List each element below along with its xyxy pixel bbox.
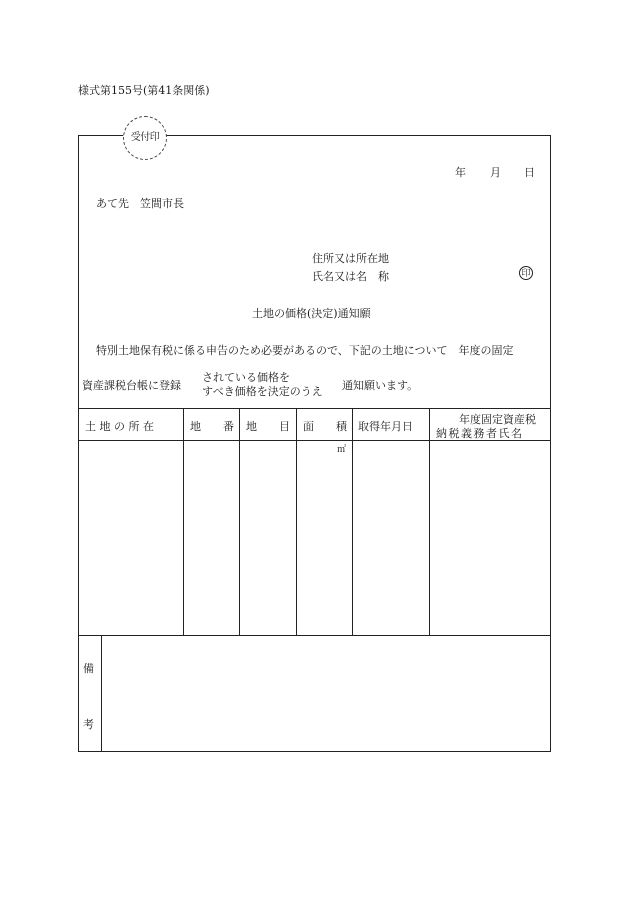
remarks-char-1: 備 [83, 662, 94, 675]
column-divider [296, 408, 297, 635]
addressee: あて先 笠間市長 [96, 197, 184, 210]
column-divider [239, 408, 240, 635]
form-frame [78, 135, 551, 752]
body-option-1: されている価格を [202, 371, 290, 384]
remarks-divider [101, 635, 102, 752]
header-taxpayer-line-1: 年度固定資産税 [459, 413, 536, 426]
table-top-line [78, 408, 551, 409]
header-location: 土 地 の 所 在 [85, 420, 154, 433]
body-line-1: 特別土地保有税に係る申告のため必要があるので、下記の土地について 年度の固定 [96, 344, 514, 357]
reception-stamp [123, 116, 167, 160]
address-label: 住所又は所在地 [312, 252, 389, 265]
header-lot-number: 地 番 [190, 420, 234, 433]
header-land-category: 地 目 [246, 420, 290, 433]
body-option-2: すべき価格を決定のうえ [202, 385, 323, 398]
column-divider [352, 408, 353, 635]
body-line-2-suffix: 通知願います。 [342, 379, 419, 392]
form-number: 様式第155号(第41条関係) [78, 84, 210, 97]
body-line-2-prefix: 資産課税台帳に登録 [82, 379, 181, 392]
name-label: 氏名又は名 称 [312, 270, 389, 283]
area-unit: ㎡ [337, 445, 347, 455]
table-bottom-line [78, 635, 551, 636]
seal-mark: 印 [519, 266, 533, 280]
remarks-char-2: 考 [83, 718, 94, 731]
document-title: 土地の価格(決定)通知願 [252, 307, 371, 320]
column-divider [183, 408, 184, 635]
date-year-label: 年 [455, 166, 466, 179]
column-divider [429, 408, 430, 635]
header-taxpayer-line-2: 納税義務者氏名 [436, 427, 524, 440]
date-month-label: 月 [490, 166, 501, 179]
date-day-label: 日 [524, 166, 535, 179]
header-acquisition-date: 取得年月日 [358, 420, 413, 433]
header-area: 面 積 [303, 420, 347, 433]
reception-stamp-label: 受付印 [130, 132, 160, 143]
